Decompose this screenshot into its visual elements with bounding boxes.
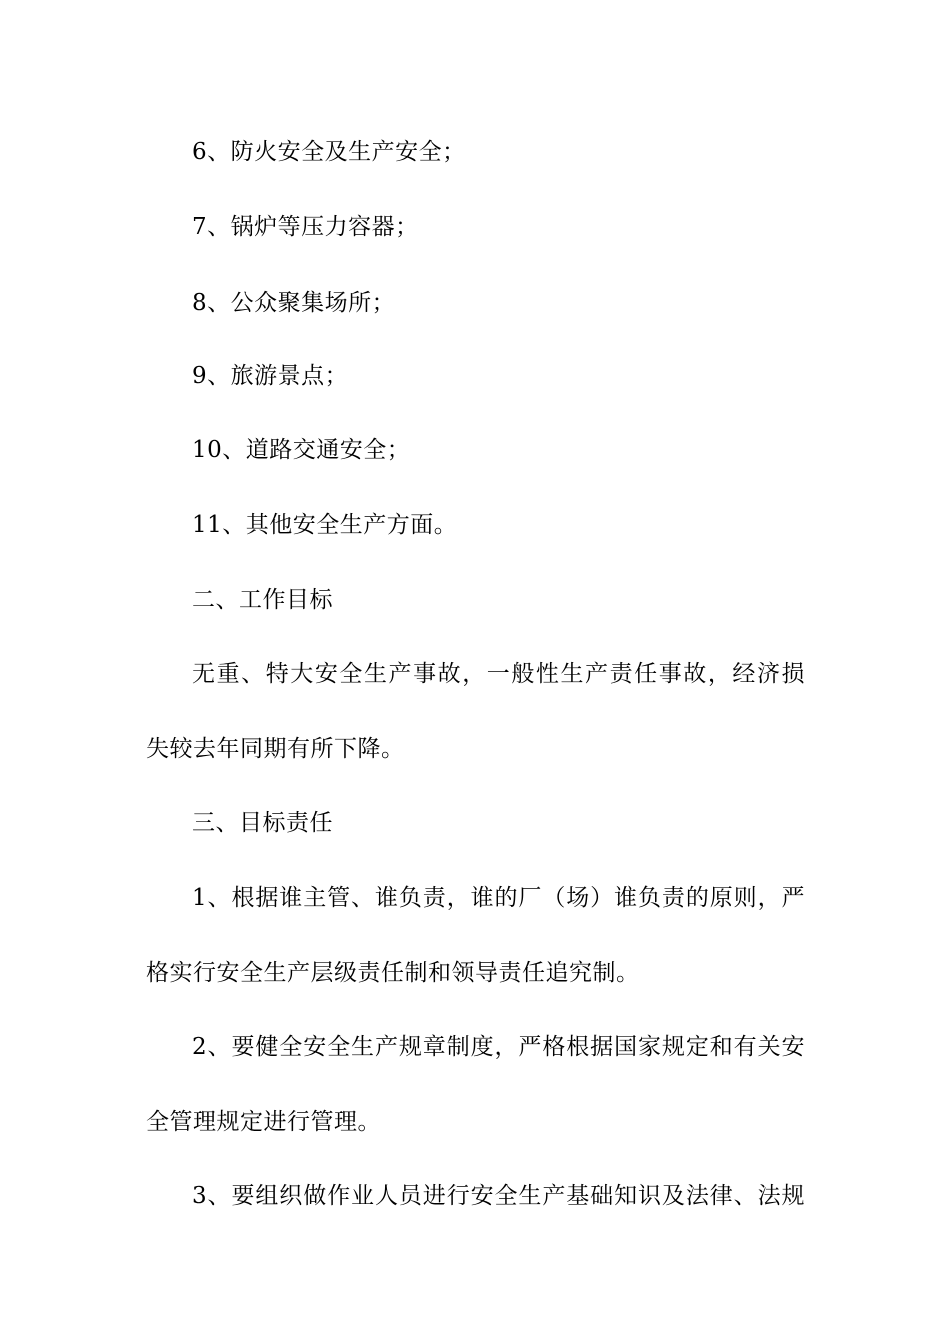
section-heading: 三、目标责任 bbox=[192, 810, 333, 836]
paragraph-line: 全管理规定进行管理。 bbox=[146, 1109, 381, 1135]
paragraph-line: 1、根据谁主管、谁负责，谁的厂（场）谁负责的原则，严 bbox=[192, 885, 805, 911]
paragraph-line: 格实行安全生产层级责任制和领导责任追究制。 bbox=[146, 960, 640, 986]
list-item: 7、锅炉等压力容器； bbox=[192, 214, 419, 240]
list-item: 11、其他安全生产方面。 bbox=[192, 512, 458, 538]
list-item: 9、旅游景点； bbox=[192, 363, 349, 389]
section-heading: 二、工作目标 bbox=[192, 587, 333, 613]
list-item: 8、公众聚集场所； bbox=[192, 290, 396, 316]
paragraph-line: 2、要健全安全生产规章制度，严格根据国家规定和有关安 bbox=[192, 1034, 805, 1060]
paragraph-line: 无重、特大安全生产事故，一般性生产责任事故，经济损 bbox=[192, 661, 805, 687]
list-item: 10、道路交通安全； bbox=[192, 437, 411, 463]
paragraph-line: 失较去年同期有所下降。 bbox=[146, 736, 405, 762]
paragraph-line: 3、要组织做作业人员进行安全生产基础知识及法律、法规 bbox=[192, 1183, 805, 1209]
list-item: 6、防火安全及生产安全； bbox=[192, 139, 466, 165]
